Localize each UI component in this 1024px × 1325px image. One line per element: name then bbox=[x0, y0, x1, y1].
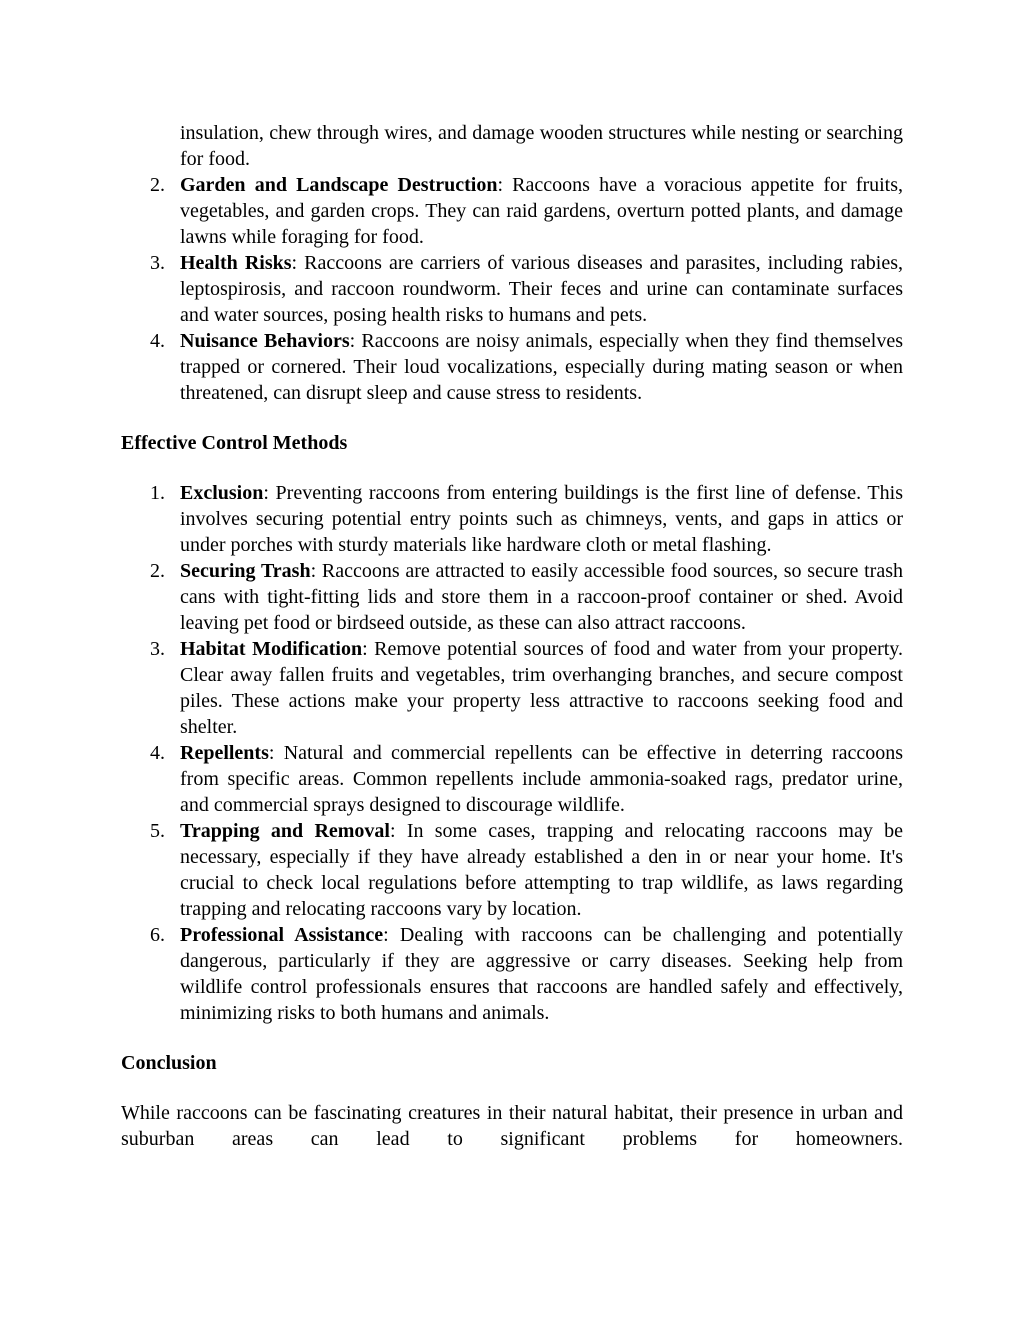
list-number: 2. bbox=[150, 560, 165, 582]
list-number: 3. bbox=[150, 638, 165, 660]
list-item-text: : Remove potential sources of food and water from your property. Clear away fallen fruits and vegetables, trim overhanging branches, and secure compost piles. These actions make your property less attractive to raccoons seeking food and shelter. bbox=[180, 638, 903, 738]
list-item bbox=[121, 922, 903, 1026]
list-item-text: : Natural and commercial repellents can be effective in deterring raccoons from specific areas. Common repellents include ammonia-soaked rags, predator urine, and commercial sprays designed to discourage wildlife. bbox=[180, 742, 903, 816]
list-item bbox=[121, 480, 903, 558]
list-item-text: : Raccoons are noisy animals, especially when they find themselves trapped or cornered. Their loud vocalizations, especially during mating season or when threatened, can disrupt sleep and cause stress to residents. bbox=[180, 330, 903, 404]
list-number: 1. bbox=[150, 482, 165, 504]
list-item bbox=[121, 740, 903, 818]
list-item-title: Exclusion bbox=[180, 482, 264, 504]
list-item-title: Professional Assistance bbox=[180, 924, 384, 946]
problems-list bbox=[121, 172, 903, 406]
list-item-text: : Raccoons have a voracious appetite for fruits, vegetables, and garden crops. They can raid gardens, overturn potted plants, and damage lawns while foraging for food. bbox=[180, 174, 903, 248]
list-number: 2. bbox=[150, 174, 165, 196]
list-item-title: Habitat Modification bbox=[180, 638, 363, 660]
list-item-text: : Dealing with raccoons can be challenging and potentially dangerous, particularly if they are aggressive or carry diseases. Seeking help from wildlife control professionals ensures that raccoons are handled safely and effectively, minimizing risks to both humans and animals. bbox=[180, 924, 904, 1024]
section-heading-control-methods: Effective Control Methods bbox=[121, 432, 348, 454]
list-number: 5. bbox=[150, 820, 165, 842]
list-item-title: Health Risks bbox=[180, 252, 292, 274]
list-number: 3. bbox=[150, 252, 165, 274]
list-item-title: Securing Trash bbox=[180, 560, 311, 582]
list-item-title: Trapping and Removal bbox=[180, 820, 390, 842]
list-item-title: Nuisance Behaviors bbox=[180, 330, 350, 352]
list-number: 6. bbox=[150, 924, 165, 946]
list-number: 4. bbox=[150, 742, 165, 764]
list-item bbox=[121, 636, 903, 740]
document-page bbox=[121, 120, 903, 1152]
list-item bbox=[121, 250, 903, 328]
list-item-text: : Raccoons are attracted to easily accessible food sources, so secure trash cans with tight-fitting lids and store them in a raccoon-proof container or shed. Avoid leaving pet food or birdseed outside, as these can also attract raccoons. bbox=[180, 560, 903, 634]
list-item-text: : Raccoons are carriers of various diseases and parasites, including rabies, leptospirosis, and raccoon roundworm. Their feces and urine can contaminate surfaces and water sources, posing health risks to humans and pets. bbox=[180, 252, 903, 326]
list-item-title: Repellents bbox=[180, 742, 269, 764]
list-item bbox=[121, 558, 903, 636]
control-methods-list bbox=[121, 480, 903, 1026]
list-item-text: : Preventing raccoons from entering buildings is the first line of defense. This involves securing potential entry points such as chimneys, vents, and gaps in attics or under porches with sturdy materials like hardware cloth or metal flashing. bbox=[180, 482, 903, 556]
continued-list-item-text: insulation, chew through wires, and damage wooden structures while nesting or searching for food. bbox=[180, 122, 903, 170]
list-item bbox=[121, 172, 903, 250]
conclusion-paragraph: While raccoons can be fascinating creatures in their natural habitat, their presence in urban and suburban areas can lead to significant problems for homeowners. bbox=[121, 1102, 903, 1150]
list-item-text: : In some cases, trapping and relocating raccoons may be necessary, especially if they have already established a den in or near your home. It's crucial to check local regulations before attempting to trap wildlife, as laws regarding trapping and relocating raccoons vary by location. bbox=[180, 820, 903, 920]
section-heading-conclusion: Conclusion bbox=[121, 1052, 217, 1074]
list-item bbox=[121, 328, 903, 406]
list-number: 4. bbox=[150, 330, 165, 352]
list-item-title: Garden and Landscape Destruction bbox=[180, 174, 498, 196]
list-item bbox=[121, 818, 903, 922]
